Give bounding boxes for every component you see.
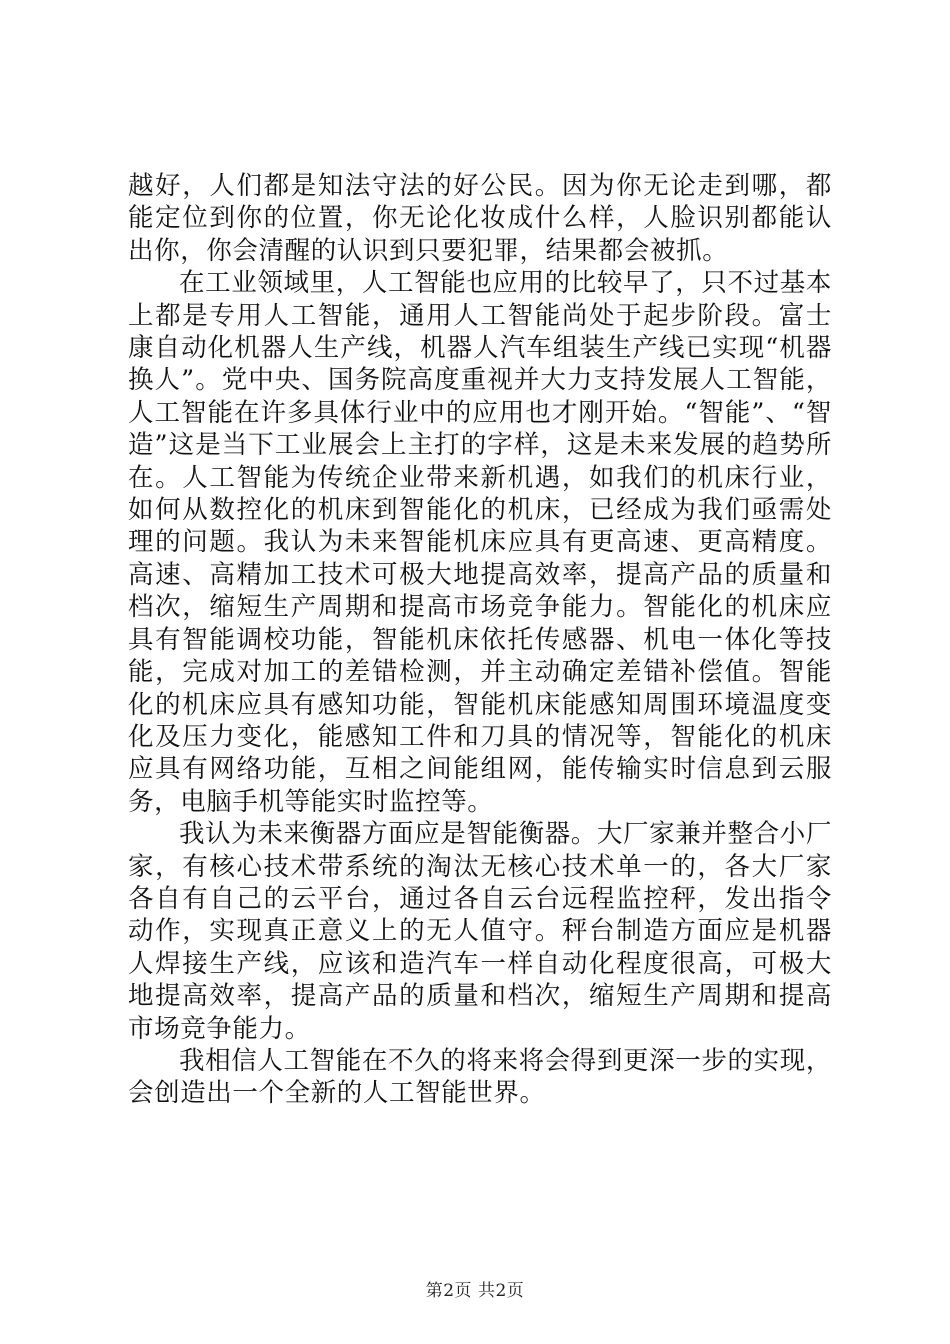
paragraph-continuation: 越好，人们都是知法守法的好公民。因为你无论走到哪，都能定位到你的位置，你无论化妆成什么样，人脸识别都能认出你，你会清醒的认识到只要犯罪，结果都会被抓。 (128, 171, 832, 266)
document-body (128, 170, 832, 1110)
page-footer: 第2页 共2页 (425, 1281, 525, 1301)
paragraph-industry-ai: 在工业领域里，人工智能也应用的比较早了，只不过基本上都是专用人工智能，通用人工智能尚处于起步阶段。富士康自动化机器人生产线，机器人汽车组装生产线已实现“机器换人”。党中央、国务院高度重视并大力支持发展人工智能，人工智能在许多具体行业中的应用也才刚开始。“智能”、“智造”这是当下工业展会上主打的字样，这是未来发展的趋势所在。人工智能为传统企业带来新机遇，如我们的机床行业，如何从数控化的机床到智能化的机床，已经成为我们亟需处理的问题。我认为未来智能机床应具有更高速、更高精度。高速、高精加工技术可极大地提高效率，提高产品的质量和档次，缩短生产周期和提高市场竞争能力。智能化的机床应具有智能调校功能，智能机床依托传感器、机电一体化等技能，完成对加工的差错检测，并主动确定差错补偿值。智能化的机床应具有感知功能，智能机床能感知周围环境温度变化及压力变化，能感知工件和刀具的情况等，智能化的机床应具有网络功能，互相之间能组网，能传输实时信息到云服务，电脑手机等能实时监控等。 (128, 268, 832, 817)
paragraph-smart-scales: 我认为未来衡器方面应是智能衡器。大厂家兼并整合小厂家，有核心技术带系统的淘汰无核心技术单一的，各大厂家各自有自己的云平台，通过各自云台远程监控秤，发出指令动作，实现真正意义上的无人值守。秤台制造方面应是机器人焊接生产线，应该和造汽车一样自动化程度很高，可极大地提高效率，提高产品的质量和档次，缩短生产周期和提高市场竞争能力。 (128, 819, 832, 1044)
paragraph-conclusion: 我相信人工智能在不久的将来将会得到更深一步的实现，会创造出一个全新的人工智能世界。 (128, 1045, 832, 1109)
